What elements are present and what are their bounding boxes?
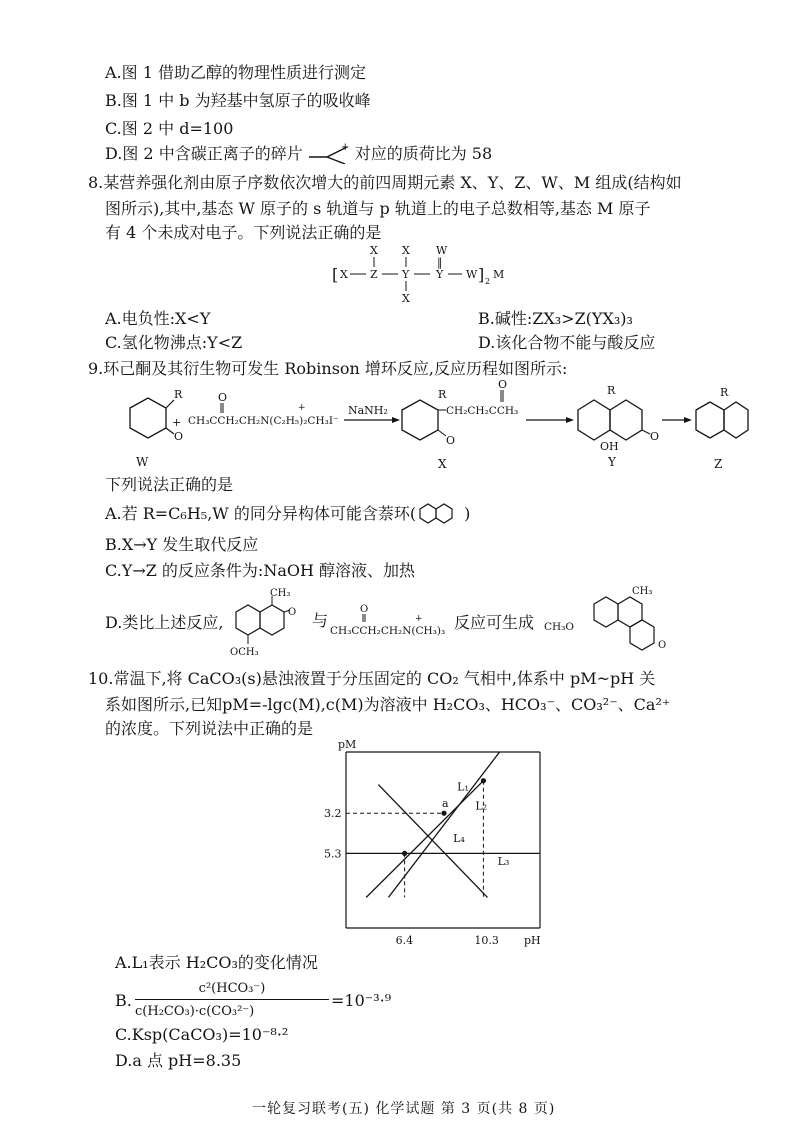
q7-option-b: B.图 1 中 b 为羟基中氢原子的吸收峰 <box>105 91 371 110</box>
y-hydroxyl: OH <box>600 440 619 453</box>
x-chain-o: O <box>498 380 508 391</box>
struct-bracket-close: ] <box>478 265 485 284</box>
q10-option-a: A.L₁表示 H₂CO₃的变化情况 <box>115 953 318 972</box>
series-line-1 <box>366 781 483 898</box>
struct-subscript-2: 2 <box>485 277 491 286</box>
chart-point-1 <box>402 851 407 856</box>
product-ch3o: CH₃O <box>544 621 575 633</box>
q9-option-d-pre: D.类比上述反应, <box>105 613 224 632</box>
q7-option-d <box>105 142 492 165</box>
struct-bracket-open: [ <box>332 265 339 284</box>
q9-option-a-text: A.若 R=C₆H₅,W 的同分异构体可能含萘环( <box>105 504 417 523</box>
q9-option-b: B.X→Y 发生取代反应 <box>105 535 259 554</box>
struct-x-left: X <box>340 268 348 281</box>
q7-option-c: C.图 2 中 d=100 <box>105 119 234 138</box>
q8-option-b: B.碱性:ZX₃>Z(YX₃)₃ <box>478 309 633 328</box>
chart-x-tick-0: 6.4 <box>395 934 414 947</box>
q8-structure-diagram <box>320 240 520 308</box>
w-label: W <box>136 455 149 469</box>
fraction-denominator: c(H₂CO₃)·c(CO₃²⁻) <box>135 1004 255 1019</box>
series-line-4 <box>378 785 487 898</box>
fraction-bar <box>135 999 329 1000</box>
w-carbonyl-o: O <box>174 430 184 443</box>
q8-stem-line-1: 8.某营养强化剂由原子序数依次增大的前四周期元素 X、Y、Z、W、M 组成(结构如 <box>88 173 682 192</box>
series-label-4: L₄ <box>453 831 465 845</box>
q7-option-d-text: D.图 2 中含碳正离子的碎片 <box>105 144 303 163</box>
chart-y-tick-1: 5.3 <box>324 847 342 861</box>
d-reagent-charge: + <box>415 614 423 624</box>
q7-option-d-text-2: 对应的质荷比为 58 <box>354 144 493 163</box>
struct-w-top: W <box>436 244 448 257</box>
q9-option-a-close: ) <box>464 504 471 523</box>
page-footer: 一轮复习联考(五) 化学试题 第 3 页(共 8 页) <box>252 1101 556 1117</box>
q10-stem-line-3: 的浓度。下列说法中正确的是 <box>105 719 314 738</box>
q8-option-d: D.该化合物不能与酸反应 <box>478 333 656 352</box>
naphthalene-ring-diagram <box>416 502 464 524</box>
series-line-2 <box>388 752 499 897</box>
scheme-plus: + <box>172 416 182 429</box>
chart-point-2 <box>481 778 486 783</box>
product-o: O <box>658 640 667 651</box>
chart-point-0 <box>441 811 446 816</box>
w-r-group: R <box>174 388 183 401</box>
chart-marks <box>346 752 540 897</box>
q9-ask: 下列说法正确的是 <box>105 475 234 494</box>
q9-option-c: C.Y→Z 的反应条件为:NaOH 醇溶液、加热 <box>105 561 416 580</box>
tetralone-o: O <box>288 607 297 618</box>
series-label-3: L₃ <box>497 854 510 868</box>
q10-option-d: D.a 点 pH=8.35 <box>115 1051 242 1070</box>
q10-stem-line-2: 系如图所示,已知pM=-lgc(M),c(M)为溶液中 H₂CO₃、HCO₃⁻、CO₃²⁻、Ca²⁺ <box>105 695 671 714</box>
svg-text:+: + <box>340 142 350 153</box>
y-carbonyl-o: O <box>650 430 660 443</box>
struct-m: M <box>493 268 505 281</box>
q8-option-a: A.电负性:X<Y <box>105 309 211 328</box>
pm-ph-chart <box>310 738 560 952</box>
x-r-group: R <box>438 388 447 401</box>
z-label: Z <box>714 457 723 471</box>
reagent-o: O <box>218 391 228 404</box>
series-label-1: L₁ <box>457 780 469 794</box>
q9-option-d-and: 与 <box>312 611 329 630</box>
fraction-rhs: =10⁻³·⁹ <box>331 991 392 1010</box>
chart-y-tick-0: 3.2 <box>324 807 342 821</box>
point-label-a: a <box>442 797 449 811</box>
struct-x-top-2: X <box>402 244 410 257</box>
chart-x-tick-1: 10.3 <box>474 934 499 947</box>
robinson-annulation-scheme <box>110 380 750 472</box>
tert-butyl-cation-diagram <box>303 142 355 164</box>
tetralone-ch3: CH₃ <box>270 588 291 599</box>
reagent-charge: + <box>298 403 306 413</box>
q8-stem-line-3: 有 4 个未成对电子。下列说法正确的是 <box>105 223 382 242</box>
tetralone-och3: OCH₃ <box>230 647 259 658</box>
chart-y-label: pM <box>338 738 357 751</box>
q8-option-c: C.氢化物沸点:Y<Z <box>105 333 243 352</box>
y-label: Y <box>608 455 616 469</box>
product-ch3: CH₃ <box>632 586 653 597</box>
d-reagent-formula: CH₃CCH₂CH₂N(CH₃)₃ <box>330 625 446 637</box>
reagent-formula: CH₃CCH₂CH₂N(C₂H₅)₂CH₃I⁻ <box>188 415 339 427</box>
q9-option-d-post: 反应可生成 <box>454 613 535 632</box>
struct-y-2: Y <box>436 268 444 281</box>
q10-option-b-label: B. <box>115 991 132 1010</box>
q8-stem-line-2: 图所示),其中,基态 W 原子的 s 轨道与 p 轨道上的电子总数相等,基态 M 原子 <box>105 199 651 218</box>
q10-stem-line-1: 10.常温下,将 CaCO₃(s)悬浊液置于分压固定的 CO₂ 气相中,体系中 pM~pH 关 <box>88 669 656 688</box>
x-carbonyl-o: O <box>446 434 456 447</box>
q10-option-c: C.Ksp(CaCO₃)=10⁻⁸·² <box>115 1025 289 1044</box>
struct-x-bottom: X <box>402 292 410 305</box>
struct-y-1: Y <box>402 268 410 281</box>
struct-double-bond: ‖ <box>437 256 443 269</box>
q9-option-a <box>105 502 470 525</box>
y-r-group: R <box>607 384 616 397</box>
chart-x-label: pH <box>524 934 541 947</box>
z-r-group: R <box>720 386 729 399</box>
naNH2-label: NaNH₂ <box>348 404 388 417</box>
q9-stem: 9.环己酮及其衍生物可发生 Robinson 增环反应,反应历程如图所示: <box>88 359 568 378</box>
struct-x-top-1: X <box>370 244 378 257</box>
x-label: X <box>438 457 447 471</box>
struct-z: Z <box>370 268 378 281</box>
q9-option-d-scheme <box>222 584 800 664</box>
series-label-2: L₂ <box>475 799 488 813</box>
fraction-numerator: c²(HCO₃⁻) <box>198 981 266 996</box>
q7-option-a: A.图 1 借助乙醇的物理性质进行测定 <box>105 63 366 82</box>
x-chain: CH₂CH₂CCH₃ <box>446 405 519 417</box>
d-reagent-o: O <box>360 604 369 615</box>
struct-w-right: W <box>466 268 478 281</box>
